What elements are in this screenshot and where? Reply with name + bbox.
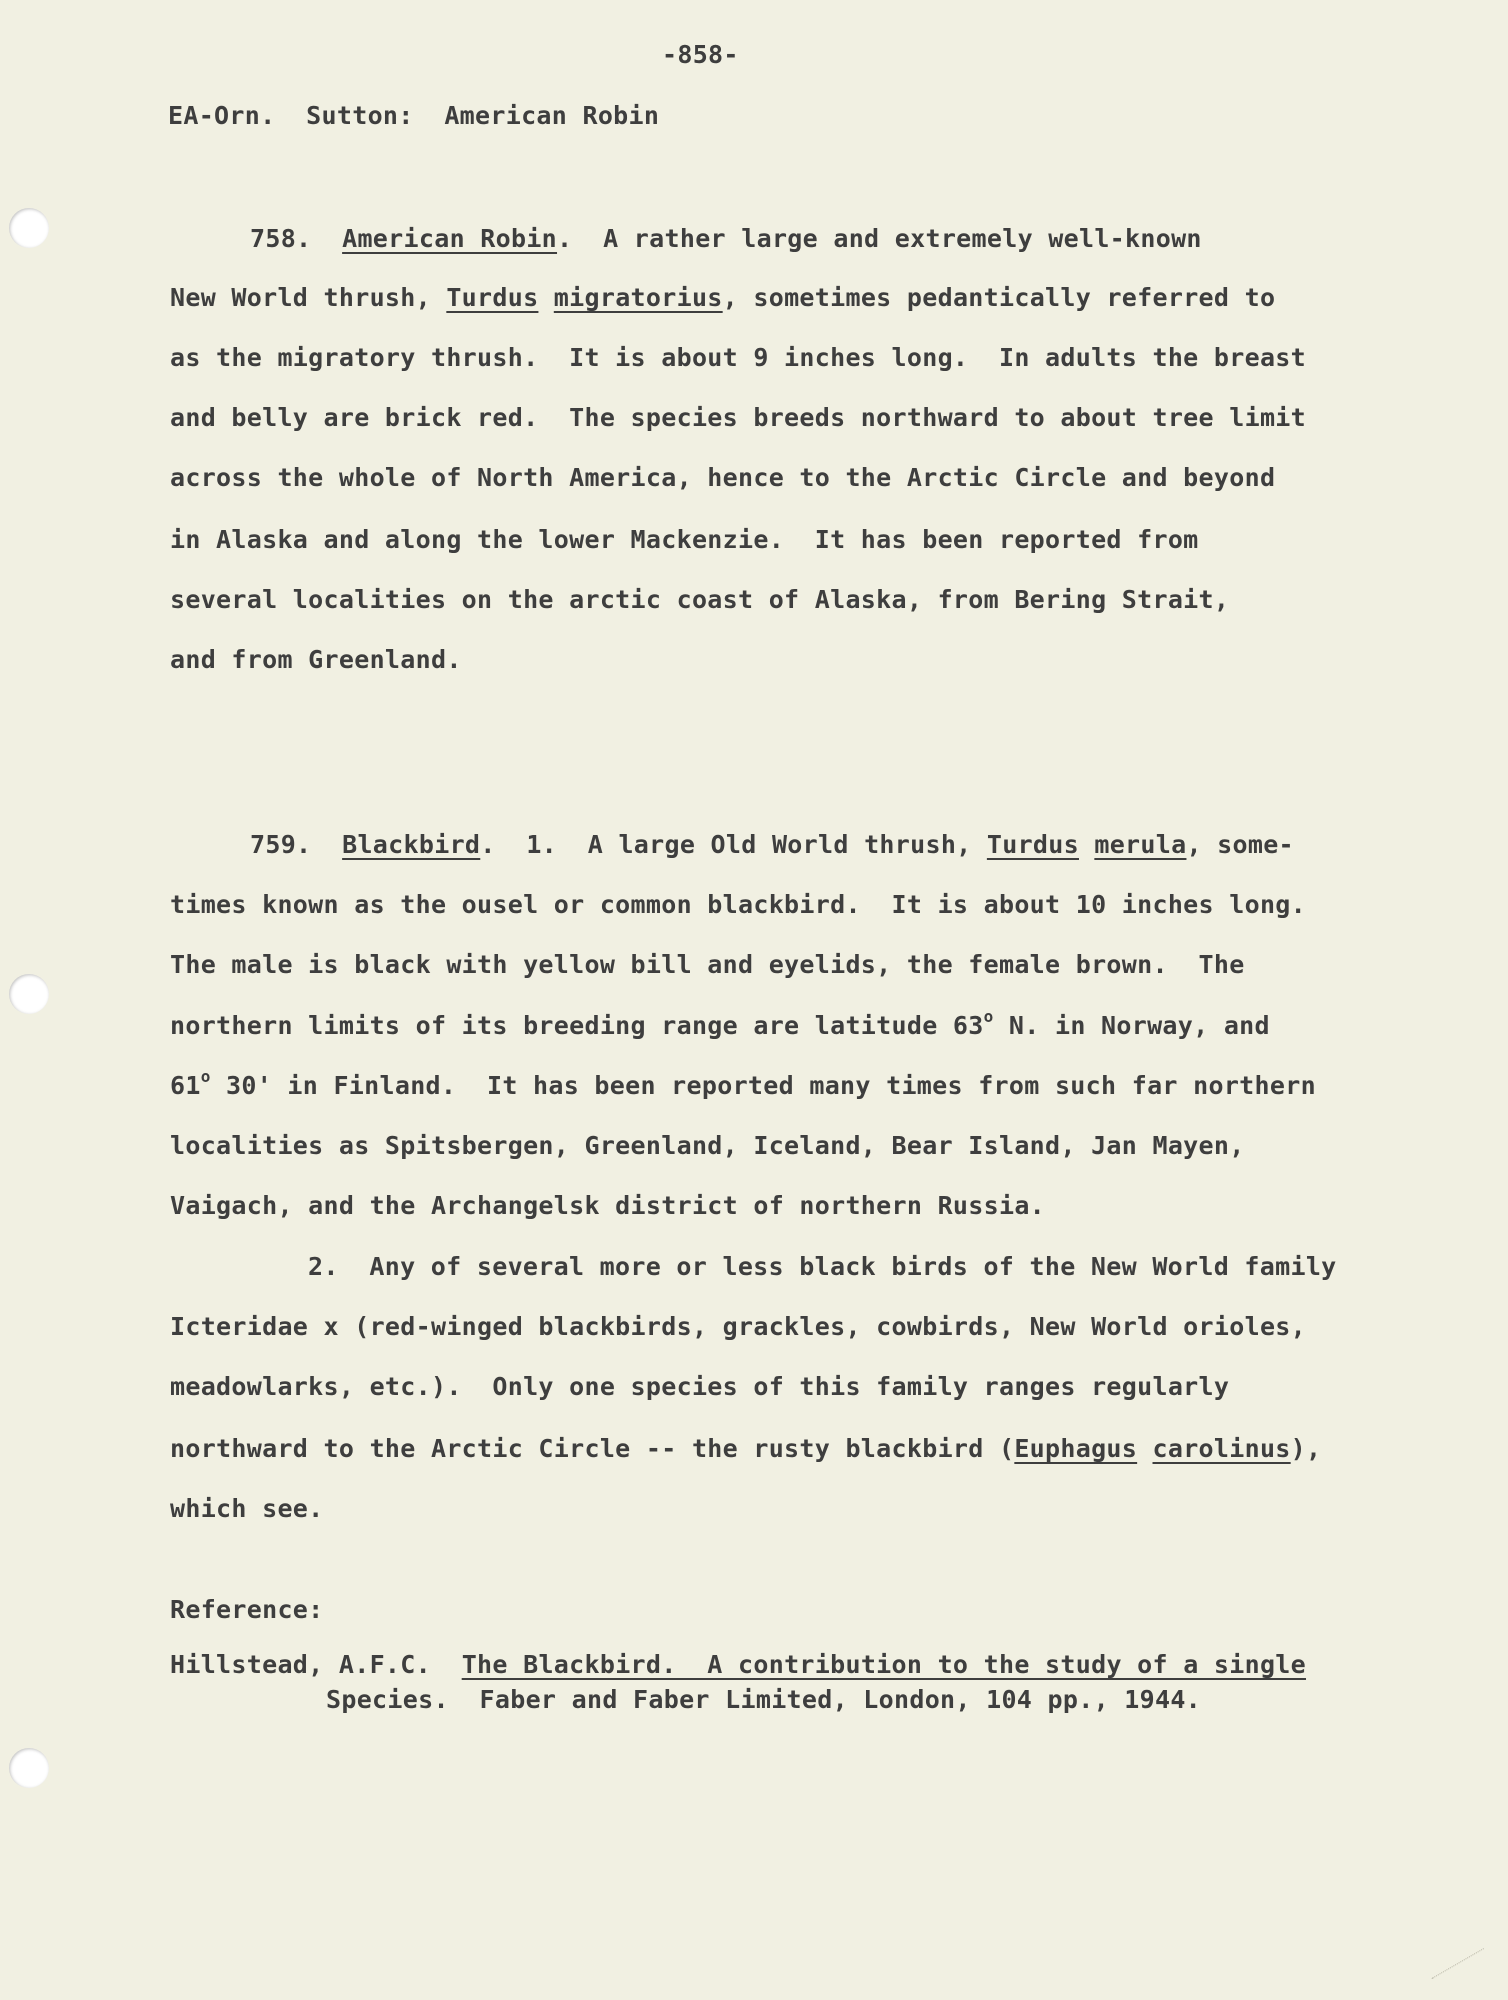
degree-sign: o <box>983 1007 994 1026</box>
punch-hole <box>9 974 49 1014</box>
entry-759-line-1: 759. Blackbird. 1. A large Old World thrush, Turdus merula, some- <box>250 830 1294 859</box>
entry-number: 759. <box>250 830 312 859</box>
entry-759-sense-2-line-2: Icteridae x (red-winged blackbirds, grackles, cowbirds, New World orioles, <box>170 1312 1306 1341</box>
genus-name: Euphagus <box>1014 1434 1138 1463</box>
entry-758-line-2: New World thrush, Turdus migratorius, sometimes pedantically referred to <box>170 283 1276 312</box>
entry-title: Blackbird <box>342 830 481 859</box>
entry-758-line-4: and belly are brick red. The species breeds northward to about tree limit <box>170 403 1306 432</box>
entry-759-line-6: localities as Spitsbergen, Greenland, Iceland, Bear Island, Jan Mayen, <box>170 1131 1245 1160</box>
entry-758-line-8: and from Greenland. <box>170 645 462 674</box>
entry-758-line-1: 758. American Robin. A rather large and extremely well-known <box>250 224 1202 253</box>
species-name: merula <box>1094 830 1187 859</box>
entry-759-line-5: 61$^o$ 30' in Finland. It has been reported many times from such far northern <box>170 1067 1316 1100</box>
genus-name: Turdus <box>986 830 1079 859</box>
running-header: EA-Orn. Sutton: American Robin <box>168 101 660 130</box>
genus-name: Turdus <box>446 283 539 312</box>
punch-hole <box>9 1748 49 1788</box>
entry-759-sense-2-line-4: northward to the Arctic Circle -- the rusty blackbird (Euphagus carolinus), <box>170 1434 1322 1463</box>
entry-759-sense-2-line-5: which see. <box>170 1494 324 1523</box>
entry-759-line-7: Vaigach, and the Archangelsk district of northern Russia. <box>170 1191 1046 1220</box>
reference-title: The Blackbird. A contribution to the study of a single <box>461 1650 1307 1679</box>
reference-line-2: Species. Faber and Faber Limited, London, 104 pp., 1944. <box>326 1685 1202 1714</box>
entry-758-line-6: in Alaska and along the lower Mackenzie. It has been reported from <box>170 525 1199 554</box>
species-name: migratorius <box>553 283 723 312</box>
entry-758-line-3: as the migratory thrush. It is about 9 inches long. In adults the breast <box>170 343 1306 372</box>
entry-759-sense-2-line-1: 2. Any of several more or less black birds of the New World family <box>308 1252 1337 1281</box>
reference-line-1 <box>170 1650 1306 1680</box>
entry-758-line-5: across the whole of North America, hence to the Arctic Circle and beyond <box>170 463 1276 492</box>
reference-heading: Reference: <box>170 1595 324 1624</box>
entry-759-sense-2-line-3: meadowlarks, etc.). Only one species of this family ranges regularly <box>170 1372 1230 1401</box>
entry-759-line-2: times known as the ousel or common blackbird. It is about 10 inches long. <box>170 890 1306 919</box>
entry-title: American Robin <box>342 224 558 253</box>
degree-sign: o <box>200 1067 211 1086</box>
entry-758-line-7: several localities on the arctic coast of Alaska, from Bering Strait, <box>170 585 1230 614</box>
entry-number: 758. <box>250 224 312 253</box>
punch-hole <box>9 208 49 248</box>
entry-759-line-3: The male is black with yellow bill and eyelids, the female brown. The <box>170 950 1245 979</box>
entry-759-line-4: northern limits of its breeding range are latitude 63$^o$ N. in Norway, and <box>170 1007 1270 1040</box>
reference-author: Hillstead, A.F.C. <box>170 1650 431 1679</box>
species-name: carolinus <box>1152 1434 1291 1463</box>
corner-pencil-mark <box>1432 1948 1485 1980</box>
page-number: -858- <box>662 40 739 69</box>
